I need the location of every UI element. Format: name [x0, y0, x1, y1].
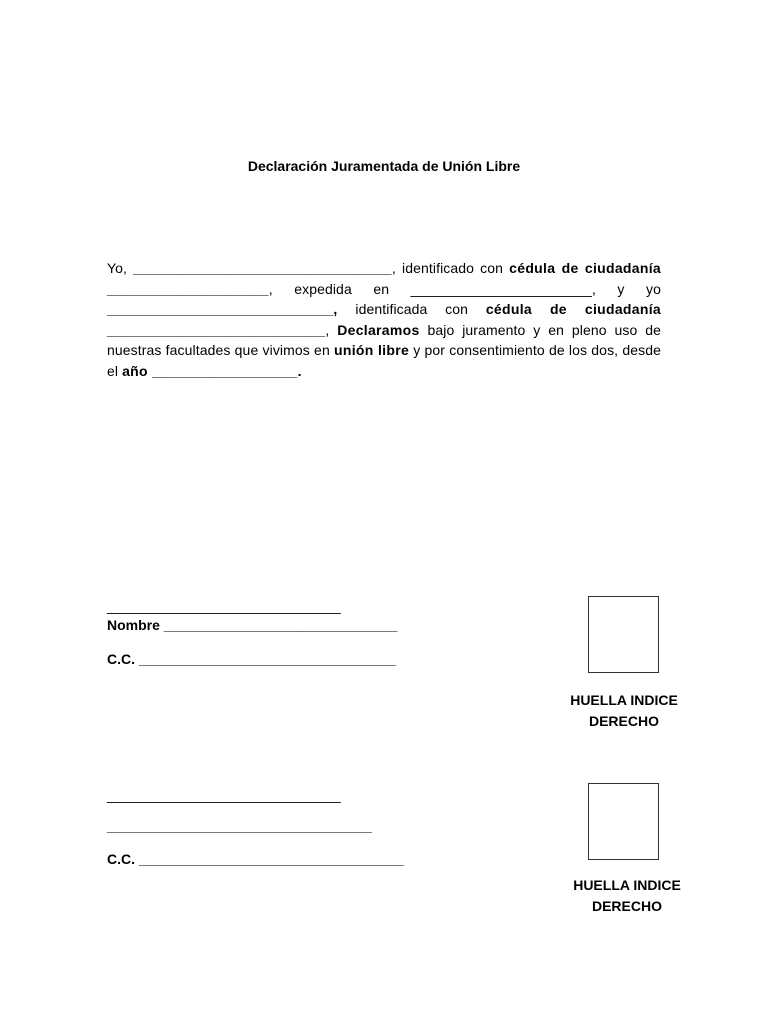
para-text-6: bajo juramento y en pleno uso de nuestras facultades que vivimos en [107, 321, 661, 358]
signature-line-2: ______________________________ [107, 787, 341, 803]
para-text-3: , expedida en _______________________, y yo [268, 280, 661, 297]
declaration-paragraph [107, 258, 661, 381]
para-text-2: , identificado con [391, 260, 510, 276]
cc-label-1: C.C. _________________________________ [107, 651, 396, 667]
document-title: Declaración Juramentada de Unión Libre [247, 158, 521, 174]
fingerprint-box-2 [588, 783, 659, 860]
para-text-1: Yo, [107, 260, 134, 276]
fingerprint-box-1 [588, 596, 659, 673]
para-blank-name-1: ________________________________ [133, 260, 392, 276]
para-cedula-1: cédula de ciudadanía ____________________ [107, 260, 661, 297]
para-text-4: identificada con [337, 301, 486, 317]
para-blank-name-2: ____________________________, [107, 301, 338, 317]
para-year: año __________________. [122, 362, 302, 379]
signature-line-1: ______________________________ [107, 598, 341, 614]
name-label-1: Nombre ______________________________ [107, 617, 398, 633]
para-text-7: y por consentimiento de los dos, desde el [107, 342, 661, 379]
fingerprint-caption-2: HUELLA INDICE DERECHO [573, 877, 681, 914]
fingerprint-caption-1: HUELLA INDICE DERECHO [570, 692, 678, 729]
para-text-5: , [325, 321, 338, 338]
para-declaramos: Declaramos [337, 321, 420, 338]
para-cedula-2: cédula de ciudadanía ___________________________ [107, 301, 661, 338]
cc-label-2: C.C. __________________________________ [107, 851, 404, 867]
para-union-libre: unión libre [334, 342, 410, 358]
name-line-2: __________________________________ [107, 818, 372, 834]
